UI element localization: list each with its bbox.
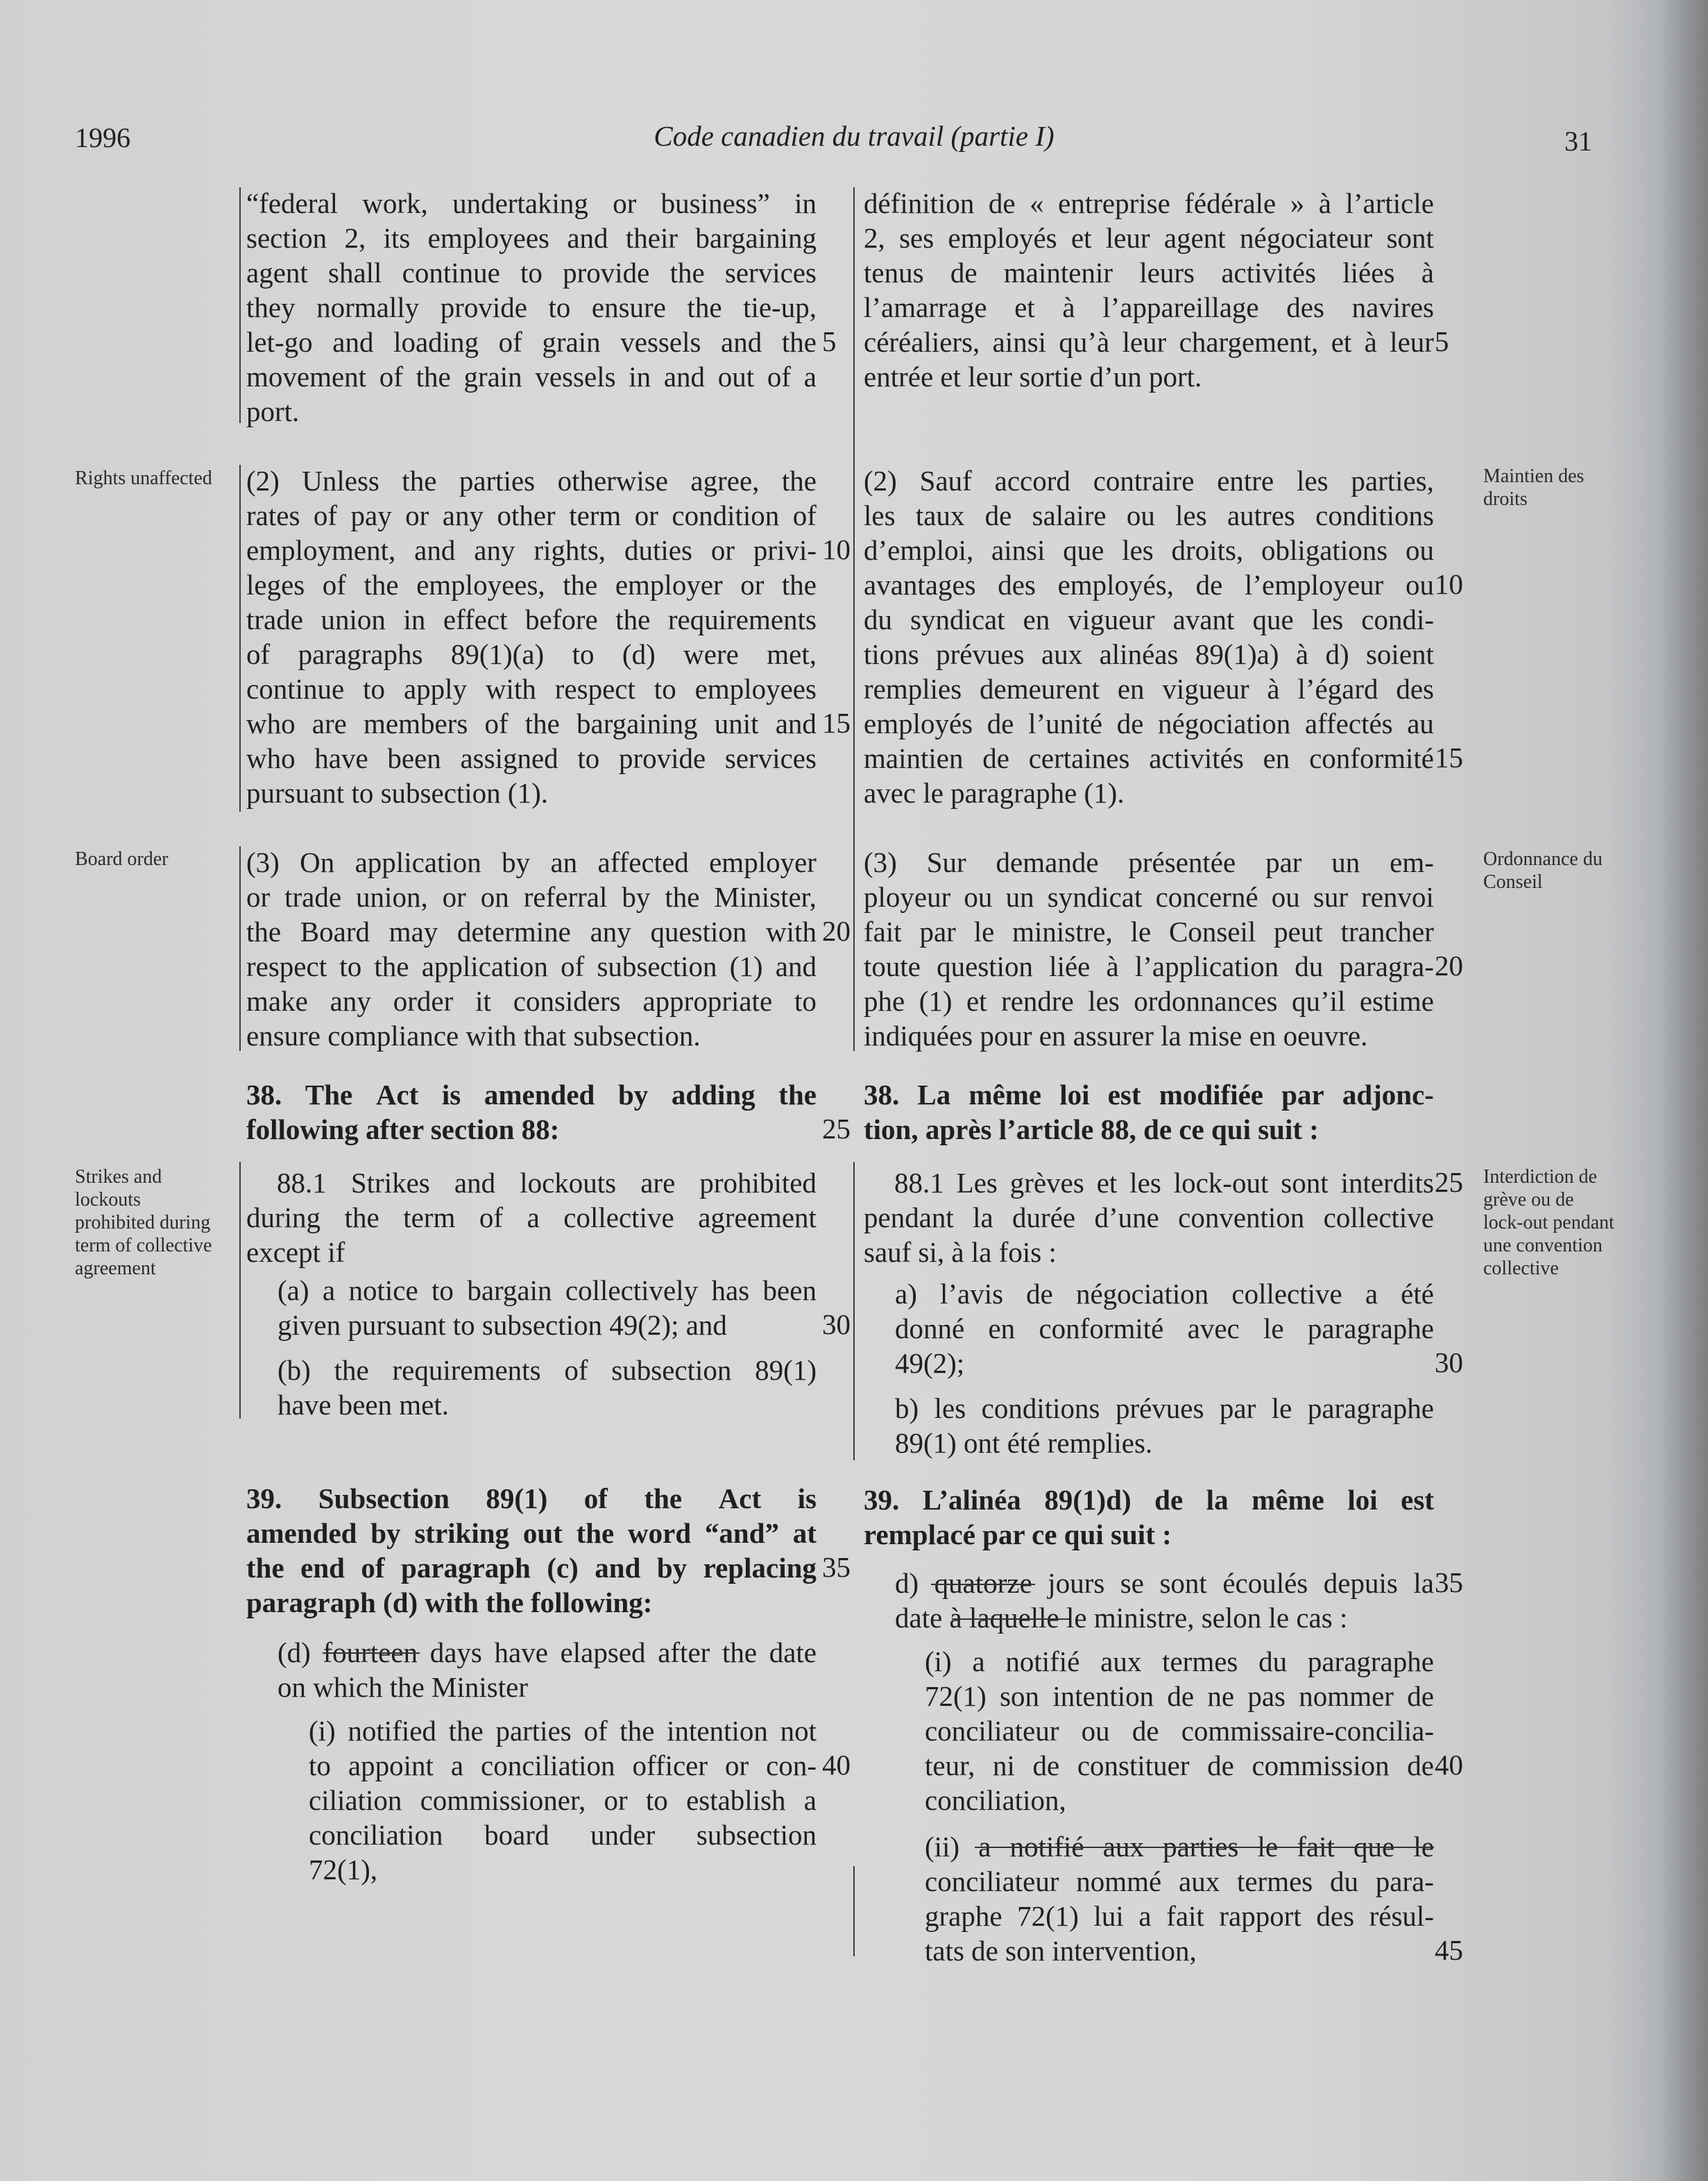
text-line: tions prévues aux alinéas 89(1)a) à d) soient	[864, 638, 1434, 670]
text-line: section 2, its employees and their bargaining	[246, 222, 817, 254]
line-number: 5	[822, 325, 837, 357]
text-line: (d) fourteen days have elapsed after the date	[277, 1636, 817, 1668]
text-line: date à laquelle le ministre, selon le cas :	[895, 1602, 1348, 1634]
text-line: teur, ni de constituer de commission de	[925, 1750, 1434, 1781]
fr-subparagraph-ii	[925, 1829, 1434, 1968]
amendment-underline	[931, 1584, 1035, 1585]
text-line: to appoint a conciliation officer or con-	[309, 1750, 817, 1781]
margin-note-maintien-droits: Maintien des droits	[1483, 465, 1585, 510]
page-number: 31	[1564, 126, 1592, 157]
text-line: agent shall continue to provide the services	[246, 257, 817, 289]
fr-paragraph-d	[895, 1566, 1434, 1635]
column-divider	[853, 1866, 855, 1956]
fr-heading-38	[864, 1077, 1434, 1147]
text-line: du syndicat en vigueur avant que les condi-	[864, 604, 1434, 635]
fr-paragraph-a	[895, 1276, 1434, 1380]
text-line: donné en conformité avec le paragraphe	[895, 1312, 1434, 1344]
fr-subsection-2	[864, 463, 1434, 810]
text-line: d’emploi, ainsi que les droits, obligations ou	[864, 534, 1434, 566]
text-line: toute question liée à l’application du paragra-	[864, 950, 1434, 982]
text-line: 72(1) son intention de ne pas nommer de	[925, 1680, 1434, 1712]
column-rule-left	[239, 1162, 241, 1419]
text-line: les taux de salaire ou les autres conditions	[864, 499, 1434, 531]
margin-note-strikes-prohibited: Strikes and lockouts prohibited during term of collective agreement	[75, 1166, 212, 1279]
text-line: the end of paragraph (c) and by replacing	[246, 1552, 817, 1584]
header-year: 1996	[75, 122, 130, 153]
text-line: who have been assigned to provide services	[246, 742, 817, 774]
text-line: amended by striking out the word “and” at	[246, 1517, 817, 1549]
en-section-88-1	[246, 1165, 817, 1269]
page-edge-shadow	[1659, 0, 1708, 2181]
en-paragraph-a	[277, 1273, 817, 1342]
line-number: 45	[1435, 1934, 1463, 1966]
text-line: leges of the employees, the employer or the	[246, 569, 817, 601]
line-number: 20	[1435, 950, 1463, 982]
text-line: movement of the grain vessels in and out of a	[246, 361, 817, 393]
line-number: 15	[1435, 742, 1463, 773]
amendment-underline	[952, 1618, 1070, 1620]
text-line: have been met.	[277, 1389, 450, 1421]
text-line: tion, après l’article 88, de ce qui suit :	[864, 1113, 1319, 1145]
en-heading-38	[246, 1077, 817, 1147]
text-line: (i) a notifié aux termes du paragraphe	[925, 1645, 1434, 1677]
text-line: during the term of a collective agreement	[246, 1201, 817, 1233]
text-line: fait par le ministre, le Conseil peut trancher	[864, 916, 1434, 948]
text-line: 2, ses employés et leur agent négociateur sont	[864, 222, 1434, 254]
text-line: d) quatorze jours se sont écoulés depuis la	[895, 1567, 1434, 1599]
en-subparagraph-i	[309, 1713, 817, 1887]
fr-heading-39	[864, 1482, 1434, 1552]
en-paragraph-1	[246, 186, 817, 429]
line-number: 10	[822, 533, 851, 565]
text-line: port.	[246, 395, 300, 427]
line-number: 25	[822, 1113, 851, 1145]
en-heading-39	[246, 1481, 817, 1620]
text-line: (3) Sur demande présentée par un em-	[864, 846, 1434, 878]
line-number: 30	[1435, 1346, 1463, 1378]
amendment-underline	[323, 1652, 420, 1654]
margin-note-ordonnance-conseil: Ordonnance du Conseil	[1483, 848, 1603, 893]
line-number: 30	[822, 1308, 851, 1340]
text-line: except if	[246, 1236, 345, 1268]
text-line: the Board may determine any question with	[246, 916, 817, 948]
column-rule-left	[239, 846, 241, 1051]
text-line: they normally provide to ensure the tie-up,	[246, 291, 817, 323]
text-line: phe (1) et rendre les ordonnances qu’il estime	[864, 985, 1434, 1017]
text-line: céréaliers, ainsi qu’à leur chargement, et à leur	[864, 326, 1434, 358]
fr-paragraph-b	[895, 1391, 1434, 1460]
text-line: 88.1 Les grèves et les lock-out sont interdits	[894, 1167, 1434, 1199]
line-number: 35	[1435, 1566, 1463, 1598]
text-line: avec le paragraphe (1).	[864, 777, 1125, 809]
header-title: Code canadien du travail (partie I)	[654, 120, 1054, 152]
text-line: indiquées pour en assurer la mise en oeuvre.	[864, 1020, 1368, 1052]
text-line: ciliation commissioner, or to establish a	[309, 1784, 817, 1816]
text-line: ensure compliance with that subsection.	[246, 1020, 701, 1052]
text-line: make any order it considers appropriate to	[246, 985, 817, 1017]
text-line: b) les conditions prévues par le paragraphe	[895, 1392, 1434, 1424]
text-line: conciliateur ou de commissaire-concilia-	[925, 1715, 1434, 1747]
text-line: tats de son intervention,	[925, 1935, 1197, 1967]
text-line: (3) On application by an affected employer	[246, 846, 817, 878]
text-line: or trade union, or on referral by the Minister,	[246, 881, 817, 913]
text-line: rates of pay or any other term or condition of	[246, 499, 817, 531]
line-number: 15	[822, 707, 851, 739]
line-number: 5	[1435, 325, 1449, 357]
text-line: ployeur ou un syndicat concerné ou sur renvoi	[864, 881, 1434, 913]
text-line: (i) notified the parties of the intention not	[309, 1715, 817, 1747]
text-line: a) l’avis de négociation collective a été	[895, 1278, 1434, 1310]
text-line: of paragraphs 89(1)(a) to (d) were met,	[246, 638, 817, 670]
text-line: tenus de maintenir leurs activités liées à	[864, 257, 1434, 289]
text-line: conciliation,	[925, 1784, 1066, 1816]
text-line: (2) Sauf accord contraire entre les parties,	[864, 465, 1434, 497]
text-line: l’amarrage et à l’appareillage des navires	[864, 291, 1434, 323]
line-number: 40	[1435, 1749, 1463, 1781]
text-line: employés de l’unité de négociation affectés au	[864, 708, 1434, 739]
text-line: entrée et leur sortie d’un port.	[864, 361, 1202, 393]
text-line: 38. The Act is amended by adding the	[246, 1079, 817, 1111]
text-line: 38. La même loi est modifiée par adjonc-	[864, 1079, 1434, 1111]
text-line: maintien de certaines activités en conformité	[864, 742, 1434, 774]
amendment-underline	[975, 1847, 1434, 1848]
text-line: remplacé par ce qui suit :	[864, 1519, 1172, 1550]
margin-note-rights-unaffected: Rights unaffected	[75, 468, 212, 489]
text-line: conciliation board under subsection	[309, 1819, 817, 1851]
text-line: (a) a notice to bargain collectively has been	[277, 1274, 817, 1306]
text-line: employment, and any rights, duties or privi-	[246, 534, 817, 566]
text-line: following after section 88:	[246, 1113, 560, 1145]
text-line: définition de « entreprise fédérale » à l’article	[864, 187, 1434, 219]
text-line: avantages des employés, de l’employeur ou	[864, 569, 1434, 601]
text-line: continue to apply with respect to employees	[246, 673, 817, 705]
text-line: sauf si, à la fois :	[864, 1236, 1057, 1268]
text-line: pursuant to subsection (1).	[246, 777, 548, 809]
text-line: pendant la durée d’une convention collective	[864, 1201, 1434, 1233]
line-number: 40	[822, 1749, 851, 1781]
en-subsection-3	[246, 845, 817, 1053]
fr-subsection-3	[864, 845, 1434, 1053]
text-line: let-go and loading of grain vessels and the	[246, 326, 817, 358]
line-number: 35	[822, 1551, 851, 1583]
text-line: respect to the application of subsection (1) and	[246, 950, 817, 982]
text-line: 88.1 Strikes and lockouts are prohibited	[277, 1167, 817, 1199]
text-line: (2) Unless the parties otherwise agree, the	[246, 465, 817, 497]
text-line: given pursuant to subsection 49(2); and	[277, 1309, 727, 1341]
en-paragraph-b	[277, 1353, 817, 1422]
text-line: who are members of the bargaining unit and	[246, 708, 817, 739]
margin-note-interdiction-greve: Interdiction de grève ou de lock-out pendant une convention collective	[1483, 1166, 1614, 1279]
text-line: conciliateur nommé aux termes du para-	[925, 1865, 1434, 1897]
text-line: graphe 72(1) lui a fait rapport des résul-	[925, 1900, 1434, 1932]
text-line: “federal work, undertaking or business” in	[246, 187, 817, 219]
column-rule-left	[239, 187, 241, 423]
en-paragraph-d	[277, 1635, 817, 1704]
fr-subparagraph-i	[925, 1644, 1434, 1818]
margin-note-board-order: Board order	[75, 848, 169, 870]
text-line: 89(1) ont été remplies.	[895, 1427, 1153, 1459]
text-line: on which the Minister	[277, 1671, 528, 1703]
text-line: 72(1),	[309, 1854, 378, 1885]
text-line: 39. Subsection 89(1) of the Act is	[246, 1482, 817, 1514]
fr-paragraph-1	[864, 186, 1434, 394]
text-line: remplies demeurent en vigueur à l’égard des	[864, 673, 1434, 705]
en-subsection-2	[246, 463, 817, 810]
text-line: (b) the requirements of subsection 89(1)	[277, 1354, 817, 1386]
column-rule-left	[239, 465, 241, 812]
line-number: 25	[1435, 1166, 1463, 1198]
column-divider	[853, 1162, 855, 1460]
column-divider	[853, 187, 855, 1051]
line-number: 20	[822, 915, 851, 947]
line-number: 10	[1435, 568, 1463, 600]
fr-section-88-1	[864, 1165, 1434, 1269]
text-line: 39. L’alinéa 89(1)d) de la même loi est	[864, 1484, 1434, 1516]
text-line: 49(2);	[895, 1347, 965, 1379]
text-line: trade union in effect before the requirements	[246, 604, 817, 635]
text-line: paragraph (d) with the following:	[246, 1586, 653, 1618]
text-line: (ii) a notifié aux parties le fait que le	[925, 1831, 1434, 1863]
